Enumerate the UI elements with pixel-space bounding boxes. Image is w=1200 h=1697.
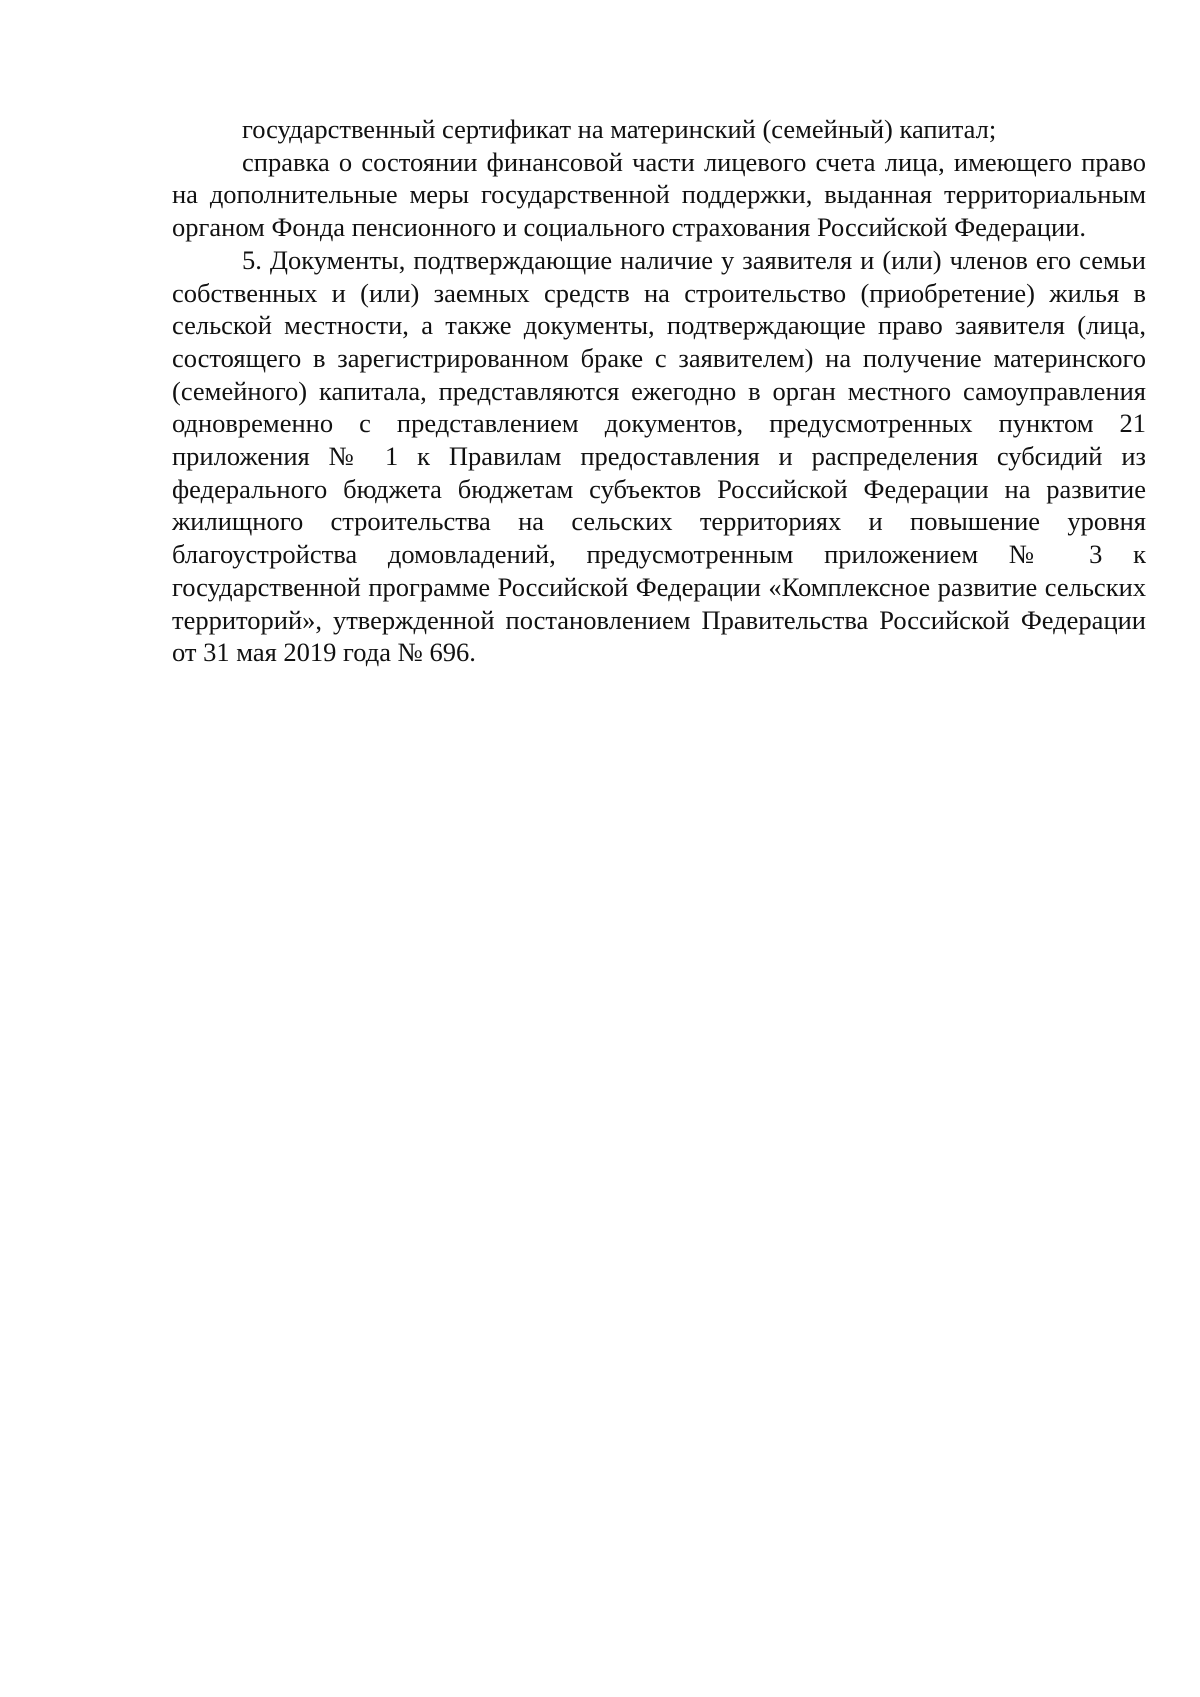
- paragraph-certificate: государственный сертификат на материнский (семейный) капитал;: [242, 114, 997, 144]
- paragraph-account-statement: справка о состоянии финансовой части лицевого счета лица, имеющего право на дополнительные меры государственной поддержки, выданная территориальным органом Фонда пенсионного и социального страхования Российской Федерации.: [172, 146, 1146, 243]
- document-body: [172, 113, 1146, 669]
- paragraph-item-5: 5. Документы, подтверждающие наличие у заявителя и (или) членов его семьи собственных и (или) заемных средств на строительство (приобретение) жилья в сельской местности, а также документы, подтверждающие право заявителя (лица, состоящего в зарегистрированном браке с заявителем) на получение материнского (семейного) капитала, представляются ежегодно в орган местного самоуправления одновременно с представлением документов, предусмотренных пунктом 21 приложения № 1 к Правилам предоставления и распределения субсидий из федерального бюджета бюджетам субъектов Российской Федерации на развитие жилищного строительства на сельских территориях и повышение уровня благоустройства домовладений, предусмотренным приложением № 3 к государственной программе Российской Федерации «Комплексное развитие сельских территорий», утвержденной постановлением Правительства Российской Федерации от 31 мая 2019 года № 696.: [172, 244, 1146, 668]
